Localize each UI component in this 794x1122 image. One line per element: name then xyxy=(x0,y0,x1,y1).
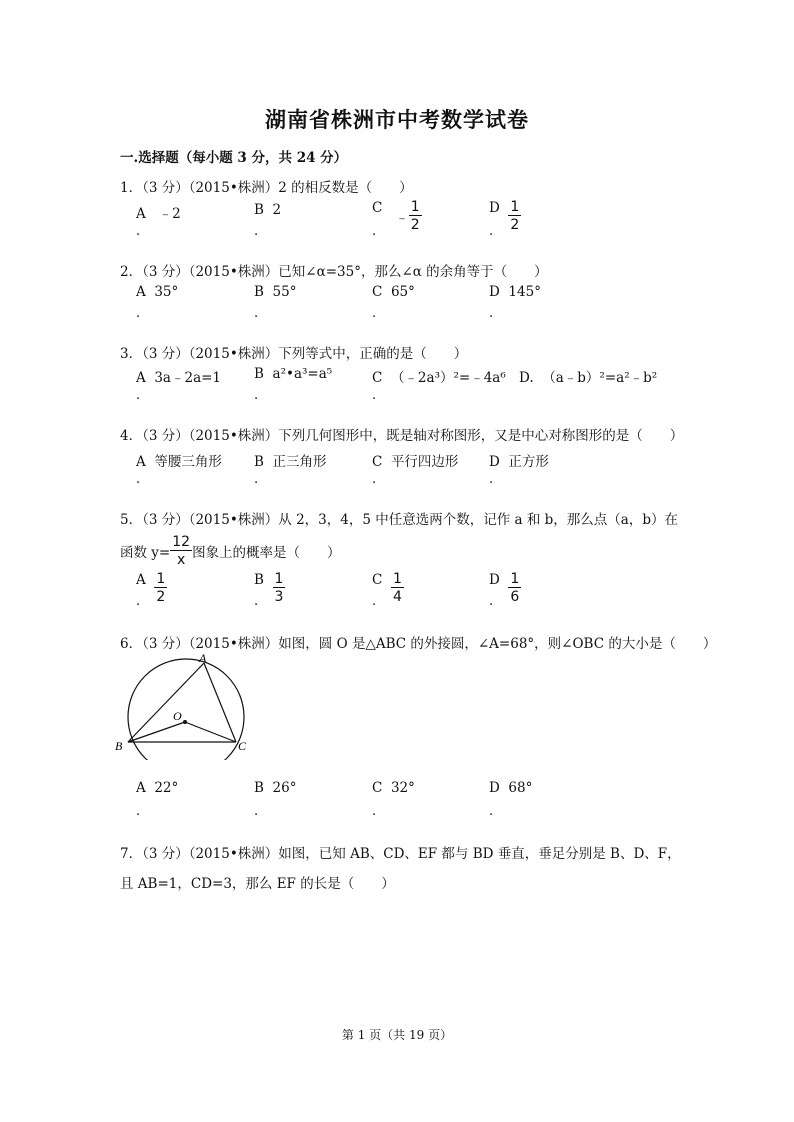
q2-option-b xyxy=(254,284,296,300)
stem-text: 图象上的概率是（ ） xyxy=(192,545,341,561)
q1-option-d xyxy=(489,200,521,232)
circumcircle-figure xyxy=(112,650,262,760)
option-letter: C xyxy=(372,200,383,216)
q1-option-a xyxy=(136,202,181,222)
option-letter: C xyxy=(372,370,383,386)
fraction-denominator: 3 xyxy=(274,589,284,605)
page-title: 湖南省株洲市中考数学试卷 xyxy=(265,107,529,132)
option-text: 35° xyxy=(154,284,179,300)
option-letter: A xyxy=(136,370,146,386)
option-dot: . xyxy=(254,472,259,487)
option-text: 26° xyxy=(272,780,297,796)
option-letter: D xyxy=(489,454,500,470)
option-text: 正三角形 xyxy=(272,454,327,470)
option-text: 32° xyxy=(390,780,415,796)
fraction-numerator: 12 xyxy=(172,534,191,550)
option-dot: . xyxy=(372,472,377,487)
fraction-numerator: 1 xyxy=(274,571,284,587)
option-letter: B xyxy=(254,366,264,382)
option-letter: B xyxy=(254,780,264,796)
option-letter: C xyxy=(372,454,383,470)
q5-option-c xyxy=(372,572,404,604)
option-letter: B xyxy=(254,572,264,588)
option-dot: . xyxy=(489,224,494,239)
q3-option-d xyxy=(519,366,657,386)
option-text: （a﹣b）²=a²﹣b² xyxy=(542,370,658,386)
option-dot: . xyxy=(254,388,259,403)
option-dot: . xyxy=(489,306,494,321)
question-7-stem-line1: 7．（3 分）（2015•株洲）如图，已知 AB、CD、EF 都与 BD 垂直，垂足分别是 B、D、F， xyxy=(120,846,681,862)
option-letter: D xyxy=(489,572,500,588)
fraction-denominator: 2 xyxy=(510,217,520,233)
option-dot: . xyxy=(489,594,494,609)
label-b: B xyxy=(115,739,123,753)
option-letter: A xyxy=(136,284,146,300)
q4-option-a xyxy=(136,450,222,470)
label-o: O xyxy=(173,709,182,723)
q3-option-c xyxy=(372,366,506,386)
option-dot: . xyxy=(372,224,377,239)
option-letter: D. xyxy=(519,370,534,386)
fraction-denominator: 2 xyxy=(410,217,420,233)
q3-option-a xyxy=(136,366,221,386)
q6-option-b xyxy=(254,780,296,796)
option-prefix: ﹣ xyxy=(395,210,409,226)
option-letter: C xyxy=(372,572,383,588)
option-text: 等腰三角形 xyxy=(154,454,222,470)
option-text: ﹣2 xyxy=(158,206,181,222)
option-letter: D xyxy=(489,284,500,300)
option-text: 正方形 xyxy=(508,454,549,470)
option-letter: A xyxy=(136,206,146,222)
fraction-denominator: 6 xyxy=(510,589,520,605)
option-letter: C xyxy=(372,284,383,300)
option-letter: A xyxy=(136,780,146,796)
option-letter: B xyxy=(254,284,264,300)
fraction xyxy=(409,200,422,232)
segment-ac xyxy=(204,663,236,742)
q1-option-b xyxy=(254,202,281,218)
center-point xyxy=(183,720,187,724)
fraction xyxy=(391,572,404,604)
option-dot: . xyxy=(489,804,494,819)
section-heading: 一.选择题（每小题 3 分，共 24 分） xyxy=(120,150,348,166)
option-text: 平行四边形 xyxy=(390,454,459,470)
option-text: 2 xyxy=(272,202,282,218)
fraction-numerator: 1 xyxy=(510,199,520,215)
option-text: 68° xyxy=(508,780,533,796)
option-dot: . xyxy=(136,306,141,321)
function-fraction xyxy=(170,535,192,567)
option-dot: . xyxy=(136,594,141,609)
fraction-denominator: 2 xyxy=(156,589,166,605)
option-dot: . xyxy=(372,804,377,819)
option-dot: . xyxy=(136,224,141,239)
q3-option-b xyxy=(254,366,332,382)
question-2-stem: 2．（3 分）（2015•株洲）已知∠α=35°，那么∠α 的余角等于（ ） xyxy=(120,264,548,280)
stem-text: 函数 y= xyxy=(120,545,171,561)
option-letter: A xyxy=(136,454,146,470)
q6-option-a xyxy=(136,780,178,796)
option-text: 145° xyxy=(508,284,541,300)
fraction-numerator: 1 xyxy=(510,571,520,587)
option-dot: . xyxy=(136,388,141,403)
q6-option-d xyxy=(489,780,532,796)
fraction xyxy=(508,572,521,604)
option-dot: . xyxy=(372,306,377,321)
question-6-stem: 6．（3 分）（2015•株洲）如图，圆 O 是△ABC 的外接圆，∠A=68°，则∠OBC 的大小是（ ） xyxy=(120,636,717,652)
option-dot: . xyxy=(372,388,377,403)
option-text: a²•a³=a⁵ xyxy=(272,366,333,382)
q4-option-d xyxy=(489,450,549,470)
option-text: 22° xyxy=(154,780,179,796)
fraction-numerator: 1 xyxy=(410,199,420,215)
option-letter: C xyxy=(372,780,383,796)
segment-ob xyxy=(128,722,185,742)
segment-oc xyxy=(185,722,236,742)
option-dot: . xyxy=(254,594,259,609)
option-letter: D xyxy=(489,780,500,796)
option-dot: . xyxy=(254,306,259,321)
option-letter: D xyxy=(489,200,500,216)
option-dot: . xyxy=(254,804,259,819)
q4-option-c xyxy=(372,450,458,470)
question-5-stem-line1: 5．（3 分）（2015•株洲）从 2，3，4，5 中任意选两个数，记作 a 和 b，那么点（a，b）在 xyxy=(120,512,678,528)
q5-option-a xyxy=(136,572,167,604)
option-text: 65° xyxy=(390,284,415,300)
fraction-numerator: 1 xyxy=(392,571,402,587)
q4-option-b xyxy=(254,450,327,470)
fraction-denominator: 4 xyxy=(392,589,402,605)
question-7-stem-line2: 且 AB=1，CD=3，那么 EF 的长是（ ） xyxy=(120,876,395,892)
option-dot: . xyxy=(254,224,259,239)
option-dot: . xyxy=(136,804,141,819)
option-letter: B xyxy=(254,202,264,218)
option-letter: B xyxy=(254,454,264,470)
option-dot: . xyxy=(489,472,494,487)
option-letter: A xyxy=(136,572,146,588)
segment-ab xyxy=(128,663,204,742)
fraction xyxy=(154,572,167,604)
q1-option-c xyxy=(372,200,422,232)
circle-o xyxy=(128,659,244,760)
option-text: （﹣2a³）²=﹣4a⁶ xyxy=(390,370,506,386)
q6-option-c xyxy=(372,780,415,796)
option-text: 3a﹣2a=1 xyxy=(154,370,222,386)
q2-option-a xyxy=(136,284,178,300)
question-4-stem: 4．（3 分）（2015•株洲）下列几何图形中，既是轴对称图形，又是中心对称图形的是（ ） xyxy=(120,428,684,444)
q2-option-c xyxy=(372,284,415,300)
label-c: C xyxy=(238,739,247,753)
q2-option-d xyxy=(489,284,541,300)
page-footer: 第 1 页（共 19 页） xyxy=(341,1028,453,1042)
question-1-stem: 1．（3 分）（2015•株洲）2 的相反数是（ ） xyxy=(120,180,413,196)
fraction-denominator: x xyxy=(177,552,186,568)
fraction xyxy=(508,200,521,232)
q5-option-d xyxy=(489,572,521,604)
option-text: 55° xyxy=(272,284,297,300)
question-5-stem-line2 xyxy=(120,535,341,567)
label-a: A xyxy=(199,651,207,665)
fraction xyxy=(273,572,286,604)
q5-option-b xyxy=(254,572,285,604)
question-3-stem: 3．（3 分）（2015•株洲）下列等式中，正确的是（ ） xyxy=(120,346,468,362)
option-dot: . xyxy=(136,472,141,487)
fraction-numerator: 1 xyxy=(156,571,166,587)
option-dot: . xyxy=(372,594,377,609)
